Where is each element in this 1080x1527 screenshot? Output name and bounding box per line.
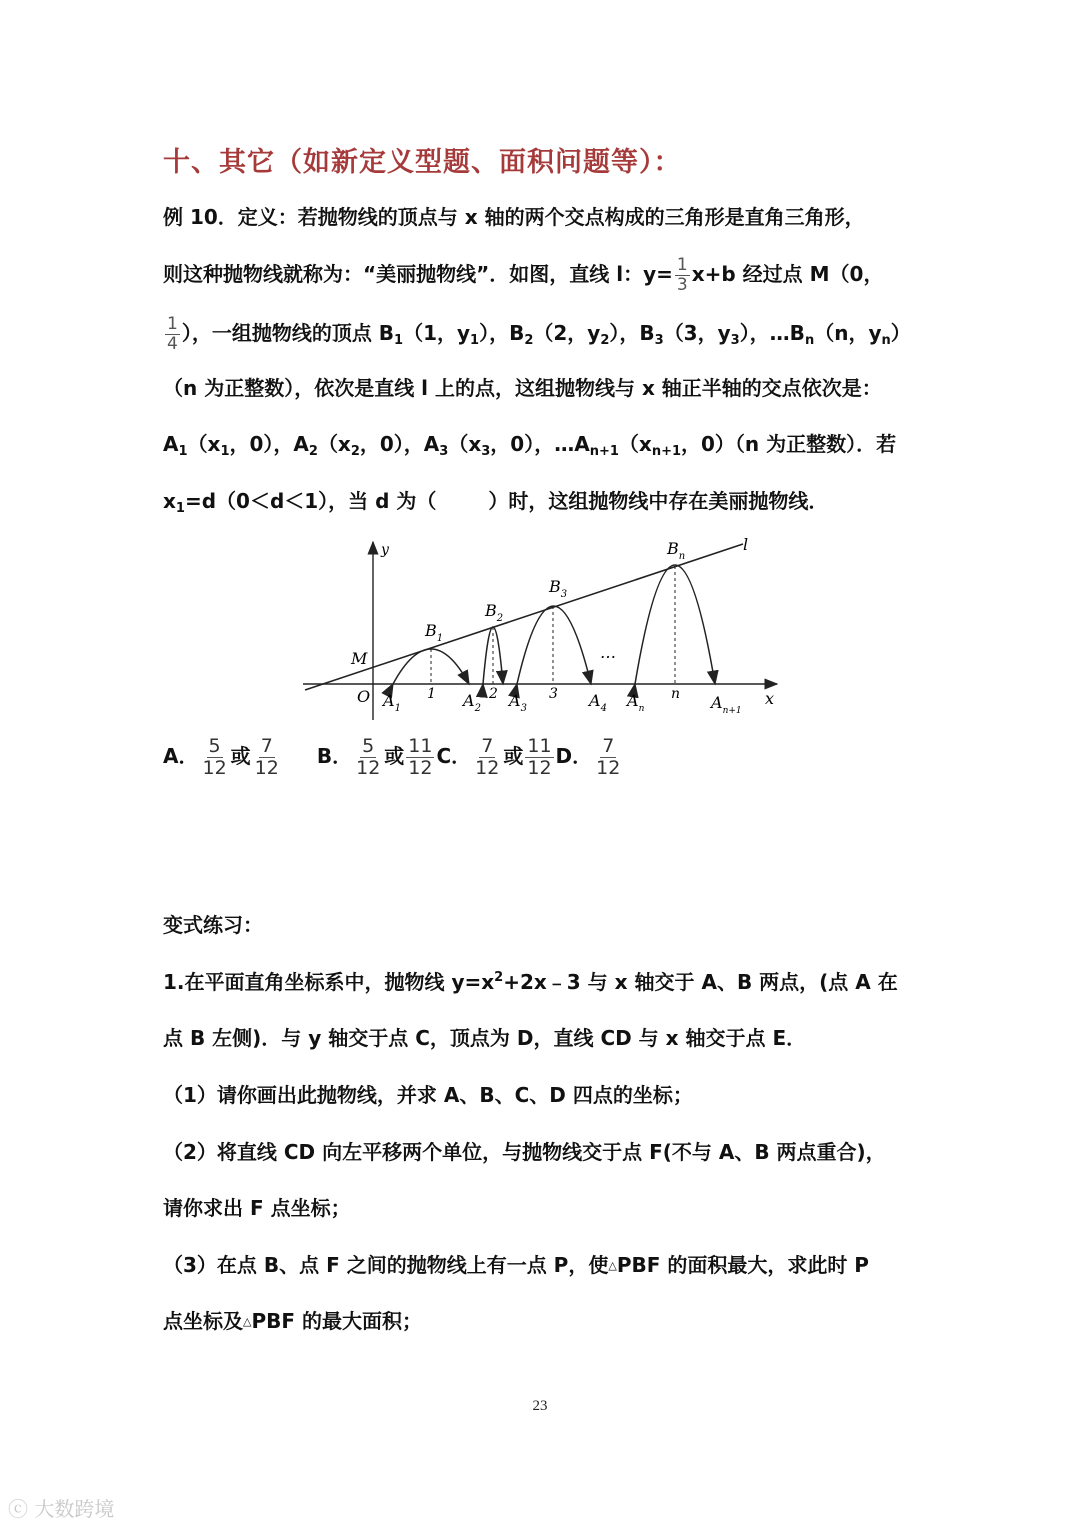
fraction-denominator: 12 xyxy=(356,757,381,779)
y-axis-label: y xyxy=(381,542,389,558)
choice-d xyxy=(555,735,625,779)
point-a3-label xyxy=(507,691,527,714)
choice-label: A． xyxy=(163,744,199,768)
subscript: n+1 xyxy=(651,444,682,459)
parabola-arc-3 xyxy=(517,606,591,684)
vertex-b2-label xyxy=(484,601,503,624)
point-subscript: n+1 xyxy=(722,706,742,716)
fraction-denominator: 12 xyxy=(596,757,621,779)
example-text: x+b 经过点 M（0， xyxy=(691,262,884,286)
choice-c xyxy=(436,735,555,779)
example-text: ） xyxy=(890,321,911,345)
point-m-label: M xyxy=(351,649,368,668)
fraction-numerator: 7 xyxy=(260,735,273,757)
fraction-numerator: 7 xyxy=(602,735,615,757)
subscript: 2 xyxy=(308,444,318,459)
example-text: ，0），…A xyxy=(490,432,590,456)
vertex-letter: B xyxy=(425,621,437,640)
point-subscript: n xyxy=(638,704,645,714)
vertex-letter: B xyxy=(667,539,679,558)
subscript: 3 xyxy=(439,444,449,459)
line-l-label: l xyxy=(743,535,749,554)
subscript: 3 xyxy=(730,333,740,348)
fraction-denominator: 12 xyxy=(202,757,227,779)
example-text: =d（0＜d＜1），当 d 为（ xyxy=(184,489,437,513)
tick-label-2: 2 xyxy=(489,686,498,702)
point-subscript: 2 xyxy=(474,703,481,714)
subscript: 1 xyxy=(394,333,404,348)
m-fraction xyxy=(165,315,180,354)
question-text: 点坐标及 xyxy=(163,1309,243,1333)
question-text: PBF 的面积最大，求此时 P xyxy=(616,1253,869,1277)
fraction xyxy=(406,736,434,779)
point-letter: A xyxy=(383,691,395,710)
fraction-numerator: 5 xyxy=(208,735,221,757)
example-text: （1，y xyxy=(403,321,471,345)
question-part-3 xyxy=(163,1251,869,1280)
fraction-numerator: 1 xyxy=(676,255,688,275)
choice-b xyxy=(316,735,437,779)
choice-a xyxy=(163,735,283,779)
fraction xyxy=(253,736,281,779)
example-text: ），B xyxy=(479,321,525,345)
example-text: （n 为正整数），依次是直线 l 上的点，这组抛物线与 x 轴正半轴的交点依次是： xyxy=(163,376,882,400)
example-line-5 xyxy=(163,430,896,458)
subscript: 1 xyxy=(220,444,230,459)
fraction-numerator: 1 xyxy=(167,314,178,334)
fraction-numerator: 5 xyxy=(362,735,375,757)
point-letter: A xyxy=(711,693,723,712)
example-line-6 xyxy=(163,487,828,515)
figure-svg xyxy=(295,530,795,730)
subscript: n xyxy=(804,333,815,348)
subscript: 1 xyxy=(175,501,185,516)
example-text: ）时，这组抛物线中存在美丽抛物线． xyxy=(488,489,829,513)
question-text: +2x﹣3 与 x 轴交于 A、B 两点，(点 A 在 xyxy=(503,970,898,994)
parabola-arc-n xyxy=(635,565,715,684)
example-line-2 xyxy=(163,256,883,295)
point-a1-label xyxy=(381,691,401,714)
triangle-symbol: △ xyxy=(608,1259,617,1272)
question-text: （1）请你画出此抛物线，并求 A、B、C、D 四点的坐标； xyxy=(163,1083,693,1107)
point-subscript: 3 xyxy=(520,703,527,714)
practice-title-text: 变式练习： xyxy=(163,913,263,937)
example-text: （n，y xyxy=(814,321,882,345)
subscript: 1 xyxy=(178,444,188,459)
ellipsis-label: … xyxy=(600,643,616,662)
example-text: ），…B xyxy=(739,321,805,345)
example-text: ，0），A xyxy=(229,432,309,456)
point-an-label xyxy=(625,691,645,714)
fraction-denominator: 3 xyxy=(676,275,688,295)
fraction-denominator: 12 xyxy=(475,757,500,779)
question-text: （3）在点 B、点 F 之间的抛物线上有一点 P，使 xyxy=(163,1253,609,1277)
subscript: 3 xyxy=(481,444,491,459)
choice-text: 或 xyxy=(384,744,405,768)
vertex-bn-label xyxy=(666,539,685,562)
fraction-denominator: 12 xyxy=(408,757,433,779)
example-line-1 xyxy=(163,203,865,231)
fraction-numerator: 11 xyxy=(527,735,552,757)
vertex-subscript: 2 xyxy=(496,613,504,624)
example-text: （2，y xyxy=(533,321,601,345)
subscript: 2 xyxy=(350,444,360,459)
question-1-line-1 xyxy=(163,968,898,996)
example-text: ，0）（n 为正整数）．若 xyxy=(681,432,897,456)
parabola-figure xyxy=(295,530,795,730)
point-a2-label xyxy=(461,691,481,714)
subscript: 2 xyxy=(600,333,610,348)
point-letter: A xyxy=(589,691,601,710)
vertex-letter: B xyxy=(549,577,561,596)
point-letter: A xyxy=(627,691,639,710)
page-number: 23 xyxy=(532,1398,548,1414)
example-text: ），一组抛物线的顶点 B xyxy=(181,321,395,345)
tick-label-1: 1 xyxy=(427,686,436,702)
question-part-1 xyxy=(163,1081,693,1109)
example-text: x xyxy=(163,489,176,513)
choice-text: 或 xyxy=(230,744,251,768)
practice-title xyxy=(163,911,263,939)
triangle-symbol: △ xyxy=(243,1315,252,1328)
subscript: n+1 xyxy=(589,444,619,459)
fraction xyxy=(200,736,228,779)
choice-label: D． xyxy=(555,744,593,768)
question-text: PBF 的最大面积； xyxy=(251,1309,422,1333)
tick-label-3: 3 xyxy=(549,686,558,702)
example-line-4 xyxy=(163,374,882,402)
choice-label: C． xyxy=(436,744,472,768)
example-text: （x xyxy=(618,432,652,456)
example-text: （x xyxy=(448,432,482,456)
parabola-arc-1 xyxy=(393,649,469,684)
point-letter: A xyxy=(509,691,521,710)
origin-label: O xyxy=(357,687,371,706)
section-heading: 十、其它（如新定义型题、面积问题等）： xyxy=(163,147,682,178)
point-subscript: 1 xyxy=(394,703,401,714)
vertex-subscript: 1 xyxy=(436,633,444,644)
point-letter: A xyxy=(463,691,475,710)
example-line-3 xyxy=(163,315,911,354)
example-text: （x xyxy=(317,432,351,456)
question-part-2 xyxy=(163,1138,886,1166)
example-text: ），B xyxy=(609,321,655,345)
example-text: ，0），A xyxy=(359,432,440,456)
slope-fraction xyxy=(675,256,690,295)
question-text: 点 B 左侧)．与 y 轴交于点 C，顶点为 D，直线 CD 与 x 轴交于点 E． xyxy=(163,1026,807,1050)
example-text: （3，y xyxy=(663,321,731,345)
fraction-denominator: 12 xyxy=(254,757,279,779)
fraction xyxy=(594,736,622,779)
point-a4-label xyxy=(587,691,607,714)
vertex-subscript: 3 xyxy=(560,589,568,600)
example-text: 例 10．定义：若抛物线的顶点与 x 轴的两个交点构成的三角形是直角三角形， xyxy=(163,205,865,229)
fraction xyxy=(354,736,382,779)
question-part-3-line-2 xyxy=(163,1307,422,1336)
fraction-numerator: 11 xyxy=(408,735,433,757)
choices-row xyxy=(163,734,624,779)
vertex-b3-label xyxy=(548,577,567,600)
subscript: 3 xyxy=(654,333,664,348)
question-text: （2）将直线 CD 向左平移两个单位，与抛物线交于点 F(不与 A、B 两点重合)， xyxy=(163,1140,886,1164)
example-text: 则这种抛物线就称为：“美丽抛物线”．如图，直线 l：y= xyxy=(163,262,673,286)
question-text: 请你求出 F 点坐标； xyxy=(163,1196,351,1220)
fraction xyxy=(525,736,553,779)
question-text: 1.在平面直角坐标系中，抛物线 y=x xyxy=(163,970,495,994)
vertex-b1-label xyxy=(424,621,443,644)
example-text: （x xyxy=(187,432,221,456)
subscript: 2 xyxy=(524,333,534,348)
fraction-numerator: 7 xyxy=(481,735,494,757)
choice-label: B． xyxy=(316,744,353,768)
fraction-denominator: 4 xyxy=(167,334,178,354)
choice-text: 或 xyxy=(503,744,524,768)
fraction-denominator: 12 xyxy=(527,757,552,779)
vertex-letter: B xyxy=(485,601,497,620)
superscript: 2 xyxy=(494,970,504,985)
point-subscript: 4 xyxy=(600,703,607,714)
subscript: 1 xyxy=(470,333,480,348)
example-text: A xyxy=(163,432,179,456)
point-an1-label xyxy=(709,693,742,716)
vertex-subscript: n xyxy=(678,551,686,562)
tick-label-n: n xyxy=(671,686,681,702)
watermark: ⓒ 大数跨境 xyxy=(8,1497,115,1521)
question-part-2-line-2 xyxy=(163,1194,351,1222)
fraction xyxy=(473,736,501,779)
subscript: n xyxy=(881,333,891,348)
x-axis-label: x xyxy=(765,689,775,708)
question-1-line-2 xyxy=(163,1024,806,1052)
